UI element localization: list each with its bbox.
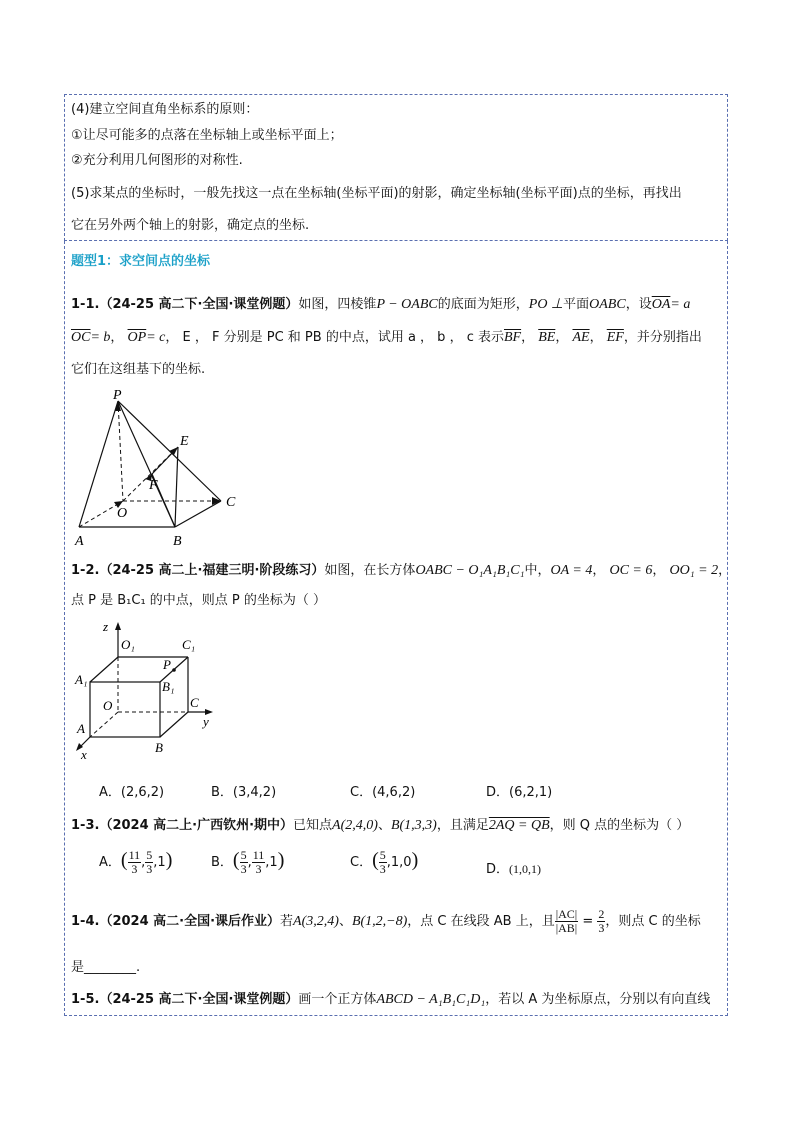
option-letter: D． xyxy=(486,862,510,877)
numerator: 5 xyxy=(240,848,247,862)
denominator: 3 xyxy=(255,862,262,876)
principles-box xyxy=(64,94,728,241)
fraction xyxy=(252,849,266,876)
option-letter: B． xyxy=(211,855,233,870)
principle-5-line2: 它在另外两个轴上的射影，确定点的坐标. xyxy=(71,218,310,233)
option-tail: ,1 xyxy=(265,855,278,870)
q2-option-d[interactable]: D．(6,2,1) xyxy=(486,785,553,800)
q1-expr: = b xyxy=(90,330,111,345)
fraction xyxy=(240,849,248,876)
q5-label: 1-5. xyxy=(71,992,100,1007)
denominator: 3 xyxy=(379,862,386,876)
label-o: O xyxy=(103,698,113,713)
q3-separator: 、 xyxy=(377,818,391,833)
principle-4: (4)建立空间直角坐标系的原则： xyxy=(71,102,259,117)
point-b: B(1,3,3) xyxy=(390,818,437,833)
q3-option-b[interactable]: B．( $\frac{5}{3}$ , $\frac{11}{3}$ ,1) xyxy=(211,848,285,876)
q2-expr: OC = 6 xyxy=(609,563,653,578)
q2-source: （24-25 高二上·福建三明·阶段练习） xyxy=(99,563,325,578)
option-letter: C． xyxy=(350,855,373,870)
q1-expr: P − OABC xyxy=(376,297,438,312)
label-b: B xyxy=(173,534,182,549)
q2-option-b[interactable]: B．(3,4,2) xyxy=(211,785,277,800)
label-c1: C₁ xyxy=(182,637,196,652)
q5-expr: ABCD − A₁B₁C₁D₁ xyxy=(376,992,486,1007)
q2-option-c[interactable]: C．(4,6,2) xyxy=(350,785,416,800)
q5-line1 xyxy=(71,991,721,1009)
exercises-box xyxy=(64,241,732,1016)
q5-text: 画一个正方体 xyxy=(298,992,377,1007)
q3-source: （2024 高二上·广西钦州·期中） xyxy=(99,818,294,833)
point-a: A(2,4,0) xyxy=(332,818,378,833)
label-b1: B₁ xyxy=(162,679,175,694)
denominator: 3 xyxy=(146,862,153,876)
vector-be: $\overline{BE}$ xyxy=(538,330,556,345)
section-title: 题型1：求空间点的坐标 xyxy=(71,254,211,269)
q4-text: 若 xyxy=(280,914,294,929)
option-tail: ,1,0 xyxy=(386,855,412,870)
q4-line2: 是________. xyxy=(71,960,141,975)
q2-expr: OO₁ = 2 xyxy=(669,563,719,578)
q2-line2: 点 P 是 B₁C₁ 的中点，则点 P 的坐标为（ ） xyxy=(71,593,327,608)
principle-5-line1: (5)求某点的坐标时，一般先找这一点在坐标轴(坐标平面)的射影，确定坐标轴(坐标平面)点的坐标，再找出 xyxy=(71,186,682,201)
fraction xyxy=(128,849,142,876)
numerator: 5 xyxy=(379,848,386,862)
q3-line1 xyxy=(71,817,721,835)
q5-source: （24-25 高二下·全国·课堂例题） xyxy=(99,992,299,1007)
label-a: A xyxy=(75,534,84,549)
label-p: P xyxy=(113,389,122,403)
q4-line1 xyxy=(71,907,721,937)
label-b: B xyxy=(155,740,163,755)
q2-expr: OABC − O₁A₁B₁C₁ xyxy=(415,563,525,578)
q2-line1: 1-2.（24-25 高二上·福建三明·阶段练习）如图，在长方体OABC − O₁A₁B₁C₁中，OA = 4， OC = 6， OO₁ = 2， xyxy=(71,563,732,578)
principle-4-1: ①让尽可能多的点落在坐标轴上或坐标平面上； xyxy=(71,128,343,143)
label-e: E xyxy=(180,434,189,449)
q1-expr: PO ⊥ xyxy=(528,297,564,312)
q3-text: 已知点 xyxy=(293,818,333,833)
q3-option-a[interactable]: A．( $\frac{11}{3}$ , $\frac{5}{3}$ ,1) xyxy=(99,848,173,876)
label-z: z xyxy=(103,619,109,634)
vector-oa: $\overline{OA}$ xyxy=(651,297,671,312)
q3-text: ，且满足 xyxy=(436,818,489,833)
label-f: F xyxy=(149,478,158,493)
q1-expr: OABC xyxy=(589,297,626,312)
numerator: 2 xyxy=(598,907,605,921)
label-o: O xyxy=(117,506,128,521)
label-c: C xyxy=(190,695,199,710)
vector-oc: $\overline{OC}$ xyxy=(71,330,91,345)
q4-source: （2024 高二·全国·课后作业） xyxy=(99,914,281,929)
q4-label: 1-4. xyxy=(71,914,100,929)
q1-text: 平面 xyxy=(563,297,590,312)
q2-label: 1-2. xyxy=(71,563,100,578)
q1-text: 的底面为矩形， xyxy=(437,297,529,312)
label-a: A xyxy=(77,721,85,736)
page xyxy=(64,94,732,1016)
cuboid-figure xyxy=(73,619,223,759)
vector-bf: $\overline{BF}$ xyxy=(503,330,522,345)
q4-text: ，点 C 在线段 AB 上，且 xyxy=(407,914,555,929)
q4-text: ，则点 C 的坐标 xyxy=(605,914,701,929)
denominator: |AB| xyxy=(555,921,578,935)
point-b: B(1,2,−8) xyxy=(351,914,408,929)
option-letter: A． xyxy=(99,855,121,870)
q2-text: 如图，在长方体 xyxy=(324,563,416,578)
q3-equation: 2AQ = QB xyxy=(488,818,550,833)
q1-text: ， E ， F 分别是 PC 和 PB 的中点，试用 a ， b ， c 表示 xyxy=(165,330,504,345)
denominator: 3 xyxy=(131,862,138,876)
q1-text: 如图，四棱锥 xyxy=(298,297,377,312)
q1-line1 xyxy=(71,296,721,314)
q3-text: ，则 Q 点的坐标为（ ） xyxy=(549,818,690,833)
q4-separator: 、 xyxy=(338,914,352,929)
q5-text: ，若以 A 为坐标原点，分别以有向直线 xyxy=(485,992,711,1007)
option-value: (1,0,1) xyxy=(509,862,542,876)
label-c: C xyxy=(226,495,236,510)
q3-label: 1-3. xyxy=(71,818,100,833)
numerator: 11 xyxy=(128,848,141,862)
label-a1: A₁ xyxy=(75,672,88,687)
equals: = xyxy=(582,914,594,929)
numerator: 5 xyxy=(146,848,153,862)
denominator: 3 xyxy=(598,921,605,935)
q2-option-a[interactable]: A．(2,6,2) xyxy=(99,785,165,800)
q1-expr: = a xyxy=(670,297,691,312)
denominator: 3 xyxy=(240,862,247,876)
q1-label: 1-1. xyxy=(71,297,100,312)
label-p: P xyxy=(163,657,171,672)
q1-source: （24-25 高二下·全国·课堂例题） xyxy=(99,297,299,312)
label-o1: O₁ xyxy=(121,637,135,652)
option-tail: ,1 xyxy=(153,855,166,870)
label-y: y xyxy=(203,714,209,729)
fraction xyxy=(379,849,387,876)
vector-op: $\overline{OP}$ xyxy=(127,330,147,345)
point-a: A(3,2,4) xyxy=(293,914,339,929)
q1-expr: = c xyxy=(146,330,166,345)
q3-option-c[interactable]: C．( $\frac{5}{3}$ ,1,0) xyxy=(350,848,419,876)
q3-option-d[interactable] xyxy=(486,858,541,877)
q2-text: 中， xyxy=(524,563,551,578)
q1-text: ，并分别指出 xyxy=(623,330,702,345)
principle-4-2: ②充分利用几何图形的对称性. xyxy=(71,153,243,168)
q1-text: ，设 xyxy=(625,297,652,312)
numerator: 11 xyxy=(252,848,265,862)
numerator: |AC| xyxy=(555,907,578,921)
ratio-fraction xyxy=(555,908,578,935)
vector-ef: $\overline{EF}$ xyxy=(606,330,624,345)
q2-expr: OA = 4 xyxy=(550,563,593,578)
vector-ae: $\overline{AE}$ xyxy=(572,330,590,345)
q1-line3: 它们在这组基下的坐标. xyxy=(71,362,206,377)
pyramid-figure xyxy=(71,389,246,554)
q1-line2: $\overline{OC}= b$， $\overline{OP}= c$， E ， F 分别是 PC 和 PB 的中点，试用 a ， b ， c 表示$\overline{BF}$， $\overline{BE}$， $\overline{AE}$， $\overline{EF}$，并分别指出 xyxy=(71,330,702,345)
label-x: x xyxy=(81,747,87,759)
